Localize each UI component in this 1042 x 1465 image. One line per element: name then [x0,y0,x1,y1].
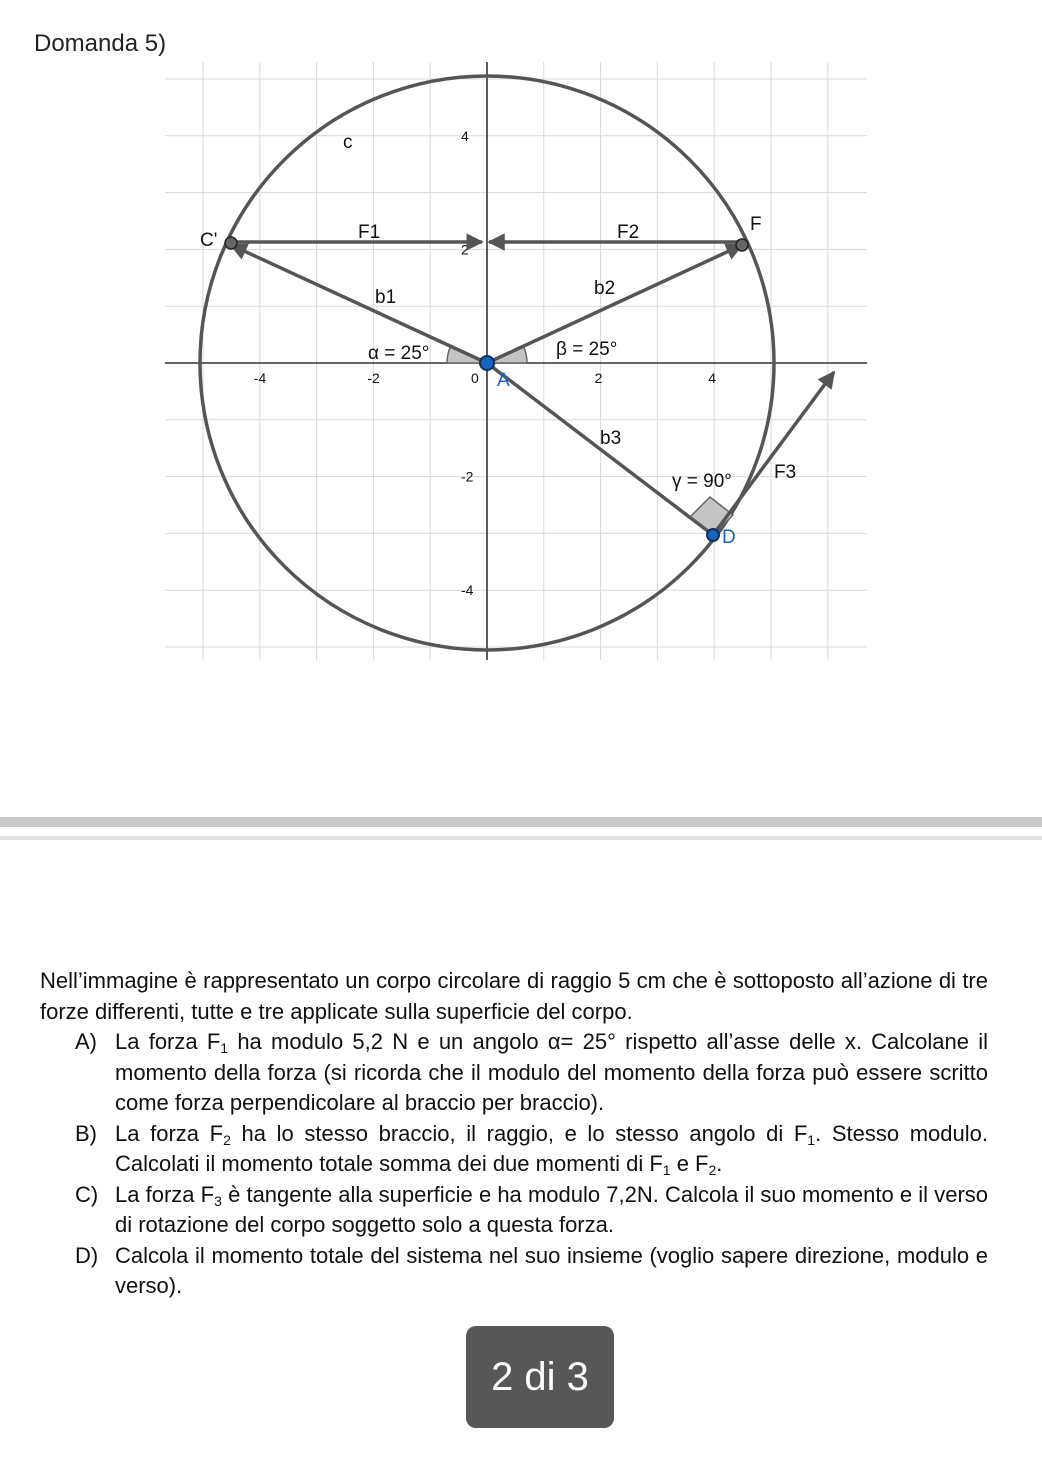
label-alpha: α = 25° [368,343,430,364]
label-beta: β = 25° [556,339,618,360]
separator-line [0,836,1042,840]
question-item [40,1027,988,1119]
x-tick-label: -2 [367,370,380,386]
question-letter: C) [75,1181,99,1207]
problem-intro: Nell’immagine è rappresentato un corpo circolare di raggio 5 cm che è sottoposto all’azione di tre forze differenti, tutte e tre applicate sulla superficie del corpo. [40,968,988,1024]
label-a-point: A [497,370,510,391]
y-tick-label: 2 [461,241,469,258]
point-c-prime [225,237,237,249]
question-letter: A) [75,1029,97,1054]
x-tick-label: -4 [253,370,267,386]
label-b3: b3 [600,428,622,449]
question-text: La forza $F_3$ è tangente alla superficie e ha modulo 7,2N. Calcola il suo momento e il verso di rotazione del corpo soggetto solo a questa forza. [115,1181,989,1237]
y-tick-label: -2 [461,468,474,485]
label-d-point: D [722,527,736,548]
question-heading: Domanda 5) [34,30,167,57]
label-circle: c [343,132,353,153]
label-f1: F1 [358,222,381,243]
x-tick-label: 2 [594,370,603,386]
label-c-prime: C' [200,230,218,251]
point-d [707,529,719,541]
question-letter: B) [75,1120,97,1146]
x-tick-label: 4 [708,370,716,386]
question-text: Calcola il momento totale del sistema nel suo insieme (voglio sapere direzione, modulo e verso). [115,1242,988,1298]
label-f-point: F [750,214,762,235]
point-f [736,239,748,251]
y-tick-label: -4 [461,582,474,599]
question-list [40,1027,988,1302]
label-f3: F3 [774,462,797,483]
x-tick-label: 0 [471,370,479,386]
problem-text [40,966,988,1302]
separator-bar [0,817,1042,827]
question-text: La forza $F_1$ ha modulo 5,2 N e un angolo α= 25° rispetto all’asse delle x. Calcolane il momento della forza (si ricorda che il modulo del momento della forza può essere scritto come forza perpendicolare al braccio per braccio). [115,1029,989,1115]
force-diagram [0,0,1042,700]
question-item [40,1180,988,1241]
label-b2: b2 [594,278,616,299]
y-tick-label: 4 [461,127,469,144]
question-text: La forza $F_2$ ha lo stesso braccio, il raggio, e lo stesso angolo di $F_1$. Stesso modulo. Calcolati il momento totale somma dei due momenti di $F_1$ e $F_2$. [115,1120,988,1178]
label-gamma: γ = 90° [672,471,732,492]
label-b1: b1 [375,287,397,308]
question-letter: D) [75,1242,99,1268]
page-indicator: 2 di 3 [466,1326,614,1428]
question-item [40,1119,988,1180]
point-a [480,356,494,370]
label-f2: F2 [617,222,640,243]
question-item [40,1241,988,1302]
